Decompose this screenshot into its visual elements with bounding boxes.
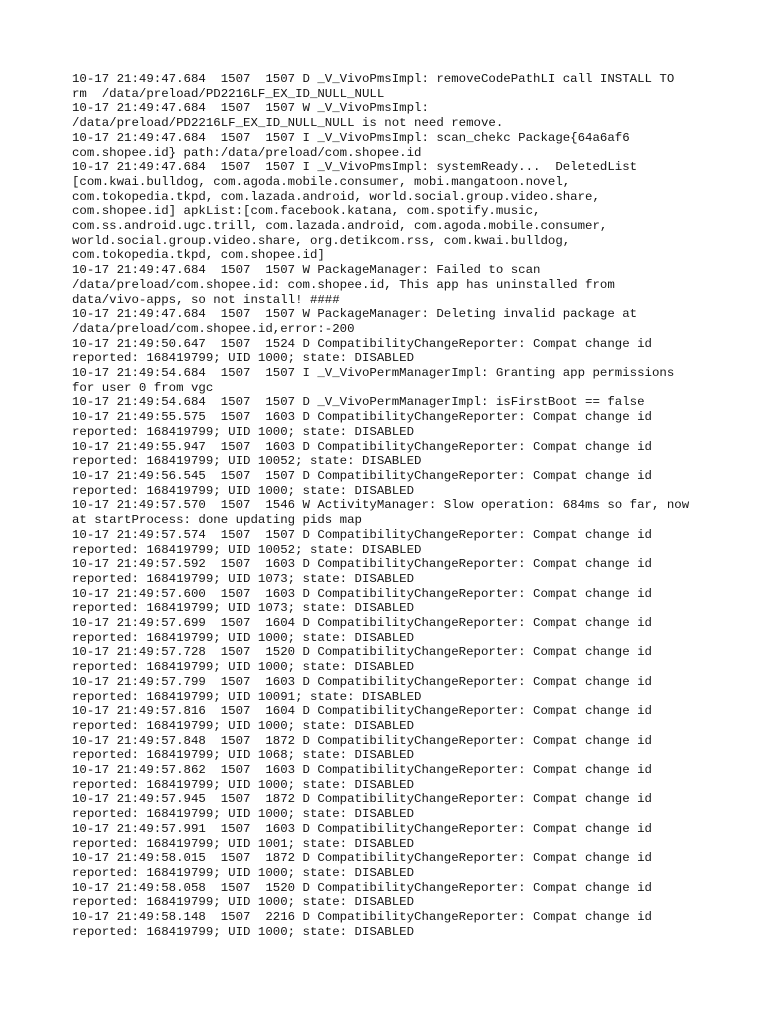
log-text: 10-17 21:49:47.684 1507 1507 D _V_VivoPmsImpl: removeCodePathLI call INSTALL TO rm /data/preload/PD2216LF_EX_ID_NULL_NULL 10-17 21:49:47.684 1507 1507 W _V_VivoPmsImpl: /data/preload/PD2216LF_EX_ID_NULL_NULL is not need remove. 10-17 21:49:47.684 1507 1507 I _V_VivoPmsImpl: scan_chekc Package{64a6af6 com.shopee.id} path:/data/preload/com.shopee.id 10-17 21:49:47.684 1507 1507 I _V_VivoPmsImpl: systemReady... DeletedList [com.kwai.bulldog, com.agoda.mobile.consumer, mobi.mangatoon.novel, com.tokopedia.tkpd, com.lazada.android, world.social.group.video.share, com.shopee.id] apkList:[com.facebook.katana, com.spotify.music, com.ss.android.ugc.trill, com.lazada.android, com.agoda.mobile.consumer, world.social.group.video.share, org.detikcom.rss, com.kwai.bulldog, com.tokopedia.tkpd, com.shopee.id] 10-17 21:49:47.684 1507 1507 W PackageManager: Failed to scan /data/preload/com.shopee.id: com.shopee.id, This app has uninstalled from data/vivo-apps, so not install! #### 10-17 21:49:47.684 1507 1507 W PackageManager: Deleting invalid package at /data/preload/com.shopee.id,error:-200 10-17 21:49:50.647 1507 1524 D CompatibilityChangeReporter: Compat change id reported: 168419799; UID 1000; state: DISABLED 10-17 21:49:54.684 1507 1507 I _V_VivoPermManagerImpl: Granting app permissions for user 0 from vgc 10-17 21:49:54.684 1507 1507 D _V_VivoPermManagerImpl: isFirstBoot == false 10-17 21:49:55.575 1507 1603 D CompatibilityChangeReporter: Compat change id reported: 168419799; UID 1000; state: DISABLED 10-17 21:49:55.947 1507 1603 D CompatibilityChangeReporter: Compat change id reported: 168419799; UID 10052; state: DISABLED 10-17 21:49:56.545 1507 1507 D CompatibilityChangeReporter: Compat change id reported: 168419799; UID 1000; state: DISABLED 10-17 21:49:57.570 1507 1546 W ActivityManager: Slow operation: 684ms so far, now at startProcess: done updating pids map 10-17 21:49:57.574 1507 1507 D CompatibilityChangeReporter: Compat change id reported: 168419799; UID 10052; state: DISABLED 10-17 21:49:57.592 1507 1603 D CompatibilityChangeReporter: Compat change id reported: 168419799; UID 1073; state: DISABLED 10-17 21:49:57.600 1507 1603 D CompatibilityChangeReporter: Compat change id reported: 168419799; UID 1073; state: DISABLED 10-17 21:49:57.699 1507 1604 D CompatibilityChangeReporter: Compat change id reported: 168419799; UID 1000; state: DISABLED 10-17 21:49:57.728 1507 1520 D CompatibilityChangeReporter: Compat change id reported: 168419799; UID 1000; state: DISABLED 10-17 21:49:57.799 1507 1603 D CompatibilityChangeReporter: Compat change id reported: 168419799; UID 10091; state: DISABLED 10-17 21:49:57.816 1507 1604 D CompatibilityChangeReporter: Compat change id reported: 168419799; UID 1000; state: DISABLED 10-17 21:49:57.848 1507 1872 D CompatibilityChangeReporter: Compat change id reported: 168419799; UID 1068; state: DISABLED 10-17 21:49:57.862 1507 1603 D CompatibilityChangeReporter: Compat change id reported: 168419799; UID 1000; state: DISABLED 10-17 21:49:57.945 1507 1872 D CompatibilityChangeReporter: Compat change id reported: 168419799; UID 1000; state: DISABLED 10-17 21:49:57.991 1507 1603 D CompatibilityChangeReporter: Compat change id reported: 168419799; UID 1001; state: DISABLED 10-17 21:49:58.015 1507 1872 D CompatibilityChangeReporter: Compat change id reported: 168419799; UID 1000; state: DISABLED 10-17 21:49:58.058 1507 1520 D CompatibilityChangeReporter: Compat change id reported: 168419799; UID 1000; state: DISABLED 10-17 21:49:58.148 1507 2216 D CompatibilityChangeReporter: Compat change id reported: 168419799; UID 1000; state: DISABLED [72, 72, 690, 939]
log-document [72, 72, 752, 939]
